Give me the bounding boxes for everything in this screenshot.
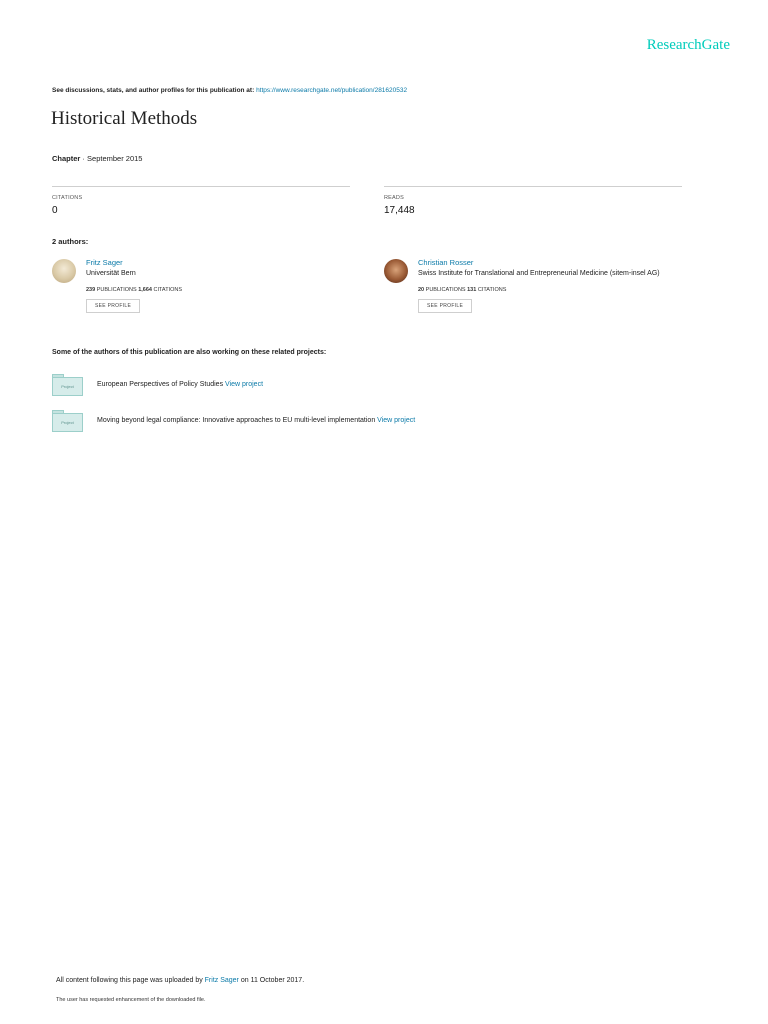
author-name-link[interactable]: Christian Rosser <box>418 258 474 267</box>
see-profile-button[interactable]: SEE PROFILE <box>86 299 140 313</box>
project-text <box>97 417 415 424</box>
project-title: Moving beyond legal compliance: Innovative approaches to EU multi-level implementation <box>97 417 378 424</box>
project-title: European Perspectives of Policy Studies <box>97 381 226 388</box>
reads-label: READS <box>384 195 404 201</box>
uploader-link[interactable]: Fritz Sager <box>204 977 239 984</box>
view-project-link[interactable]: View project <box>377 417 416 424</box>
page-title: Historical Methods <box>51 108 198 129</box>
discussion-line <box>52 87 407 94</box>
researchgate-logo[interactable]: ResearchGate <box>646 37 730 53</box>
upload-suffix: on 11 October 2017. <box>238 977 305 984</box>
avatar[interactable] <box>52 259 76 283</box>
author-publications-count: 20 <box>418 287 425 293</box>
project-folder-icon[interactable] <box>52 410 83 432</box>
author-citations-count: 1,664 <box>138 287 152 293</box>
reads-stat <box>384 186 682 216</box>
project-folder-icon[interactable] <box>52 374 83 396</box>
enhancement-note: The user has requested enhancement of the downloaded file. <box>56 997 206 1003</box>
view-project-link[interactable]: View project <box>225 381 264 388</box>
discussion-text: See discussions, stats, and author profiles for this publication at: <box>52 87 257 94</box>
avatar[interactable] <box>384 259 408 283</box>
citations-label: CITATIONS <box>52 195 83 201</box>
publication-link[interactable]: https://www.researchgate.net/publication/281620532 <box>256 87 408 94</box>
upload-notice <box>56 977 304 984</box>
folder-label: Project <box>52 377 83 396</box>
author-name-link[interactable]: Fritz Sager <box>86 258 123 267</box>
projects-heading: Some of the authors of this publication are also working on these related projects: <box>52 349 327 356</box>
author-institution: Universität Bern <box>86 270 136 277</box>
publications-label: PUBLICATIONS <box>95 287 137 293</box>
citations-stat <box>52 186 350 216</box>
publication-type: Chapter <box>52 154 81 163</box>
meta-separator: · <box>80 154 88 163</box>
author-citations-count: 131 <box>467 287 477 293</box>
upload-prefix: All content following this page was uploaded by <box>56 977 205 984</box>
project-text <box>97 381 263 388</box>
citations-label: CITATIONS <box>476 287 507 293</box>
author-stats <box>418 287 660 293</box>
citations-value: 0 <box>52 205 58 216</box>
author-info <box>418 258 660 313</box>
authors-heading: 2 authors: <box>52 237 89 246</box>
author-info <box>86 258 182 313</box>
folder-label: Project <box>52 413 83 432</box>
author-institution: Swiss Institute for Translational and Entrepreneurial Medicine (sitem-insel AG) <box>418 270 660 277</box>
publication-date: September 2015 <box>87 154 143 163</box>
see-profile-button[interactable]: SEE PROFILE <box>418 299 472 313</box>
reads-value: 17,448 <box>384 205 415 216</box>
citations-label: CITATIONS <box>151 287 182 293</box>
author-stats <box>86 287 182 293</box>
publication-meta <box>52 154 142 163</box>
publications-label: PUBLICATIONS <box>424 287 466 293</box>
author-publications-count: 239 <box>86 287 96 293</box>
